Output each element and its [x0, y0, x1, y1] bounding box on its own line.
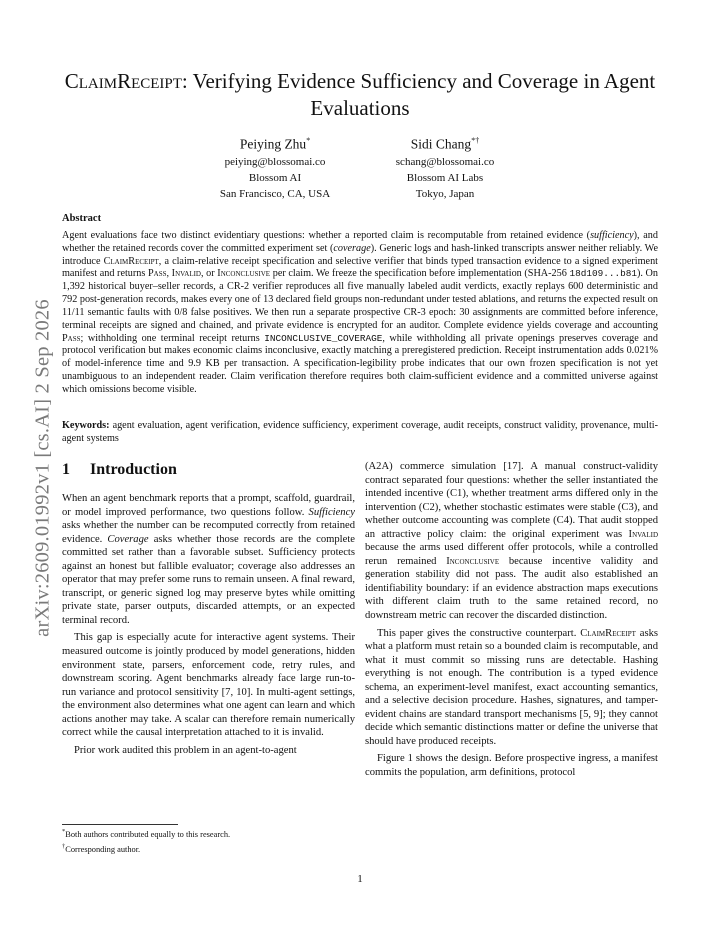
author-1-location: San Francisco, CA, USA [219, 187, 331, 200]
title-rest: : Verifying Evidence Sufficiency and Coverage in Agent Evaluations [181, 69, 656, 120]
author-2-name: Sidi Chang [410, 136, 472, 152]
author-1 [200, 131, 350, 202]
footnote-1: *Both authors contributed equally to this research. [62, 828, 231, 839]
keywords [62, 420, 658, 446]
intro-paragraph-6: Figure 1 shows the design. Before prospective ingress, a manifest commits the population, arm definitions, protocol [365, 753, 658, 779]
keywords-text: agent evaluation, agent verification, evidence sufficiency, experiment coverage, audit receipts, construct validity, provenance, multi-agent systems [62, 420, 658, 444]
keywords-label: Keywords: [62, 420, 110, 431]
page-number: 1 [357, 873, 363, 885]
author-1-name: Peiying Zhu [239, 136, 307, 152]
author-2-email: schang@blossomai.co [395, 155, 495, 168]
intro-paragraph-1: When an agent benchmark reports that a prompt, scaffold, guardrail, or model improved performance, two questions follow. Sufficiency asks whether the number can be recomputed correctly from retained evidence. Coverage asks whether those records are the complete committed set rather than a favorable subset. Sufficiency protects against an honest but fallible evaluator; coverage also addresses an operator that may prefer some runs to remain unseen. A final reward, transcript, or generic signed log may preserve bytes while omitting private state, parser outputs, discarded attempts, or an expected terminal record. [62, 493, 355, 626]
section-heading [62, 460, 355, 480]
author-2-location: Tokyo, Japan [415, 187, 475, 200]
intro-paragraph-3: Prior work audited this problem in an agent-to-agent [74, 744, 297, 756]
author-block [200, 131, 520, 202]
abstract [62, 213, 658, 397]
author-2-marks: *† [471, 136, 480, 145]
footnote-rule [62, 824, 178, 825]
footnote-2: †Corresponding author. [62, 842, 141, 854]
section-number: 1 [62, 461, 70, 478]
abstract-text: Agent evaluations face two distinct evidentiary questions: whether a reported claim is recomputable from retained evidence (sufficiency), and whether the retained records cover the committed experiment set (coverage). Generic logs and hash-linked transcripts answer neither reliably. We introduce ClaimReceipt, a claim-relative receipt specification and selective verifier that binds typed transaction evidence to a signed experiment manifest and returns Pass, Invalid, or Inconclusive per claim. We freeze the specification before implementation (SHA-256 18d109...b81). On 1,392 historical buyer–seller records, a CR-2 verifier reproduces all five manually labeled audit verdicts, exactly replays 600 deterministic and 792 post-generation records, makes every one of 13 declared field groups non-redundant under tested ablations, and returns the expected result on 11/11 semantic faults with 0/8 false positives. We then run a separate prospective CR-3 epoch: 30 assignments are committed before inference, terminal receipts are signed and chained, and private evidence is encrypted for an auditor. Complete evidence yields coverage and accounting Pass; withholding one terminal receipt returns INCONCLUSIVE_COVERAGE, while withholding all private openings preserves coverage and protocol verification but makes economic claims inconclusive, exactly matching a preregistered prediction. Receipt instrumentation adds 0.021% of model-inference time and 9.9 KB per transaction. A specification-legibility probe indicates that our own frozen specification is not yet unambiguous to an independent reader. Claim verification therefore requires both claim-sufficient evidence and a committed universe against which omissions become visible. [62, 229, 659, 395]
author-1-marks: * [306, 136, 311, 145]
title-system-name: ClaimReceipt [64, 69, 182, 93]
abstract-heading: Abstract [62, 213, 102, 224]
author-1-email: peiying@blossomai.co [224, 155, 326, 168]
footnotes [62, 826, 355, 856]
author-2-affiliation: Blossom AI Labs [406, 171, 484, 184]
left-column [62, 460, 355, 757]
author-2 [370, 131, 520, 202]
paper-title [60, 68, 660, 122]
arxiv-identifier-text: arXiv:2609.01992v1 [cs.AI] 2 Sep 2026 [31, 299, 54, 637]
right-column [365, 460, 658, 780]
intro-paragraph-4: (A2A) commerce simulation [17]. A manual construct-validity contract separated four questions: whether the seller instantiated the intended incentive (C1), whether treatment arms differed only in the intervention (C2), whether stochastic estimates were stable (C3), and whether outcome accounting was complete (C4). That audit stopped an attractive policy claim: the original experiment was Invalid because the arms used different offer protocols, while a controlled rerun remained Inconclusive because incentive validity and generation stability did not pass. The audit also established an identifiability boundary: if an evidence abstraction maps executions with different claim truth to the same retained record, no downstream metric can recover the discarded distinction. [365, 461, 659, 622]
intro-paragraph-5: This paper gives the constructive counterpart. ClaimReceipt asks what a platform must retain so a bounded claim is recomputable, and what it must commit so missing runs are detectable. Hashing everything is not enough. The contribution is a typed evidence schema, an experiment-level manifest, exact accounting semantics, and a selective decision procedure. Hashes, signatures, and tamper-evident chains are standard transport mechanisms [5, 9]; they cannot decide which semantic distinctions matter or define the universe that should have produced receipts. [365, 627, 658, 747]
intro-paragraph-2: This gap is especially acute for interactive agent systems. Their measured outcome is jointly produced by model generations, hidden environment state, parsers, enforcement code, retry rules, and downstream scoring. Agent benchmarks already face large run-to-run variance and protocol sensitivity [7, 10]. In multi-agent settings, the environment also determines what one agent can learn and which actions another may take. A scalar can therefore remain numerically correct while the causal interpretation attached to it is invalid. [62, 632, 355, 739]
section-title: Introduction [90, 461, 177, 478]
author-1-affiliation: Blossom AI [248, 171, 302, 184]
arxiv-identifier [22, 268, 64, 668]
